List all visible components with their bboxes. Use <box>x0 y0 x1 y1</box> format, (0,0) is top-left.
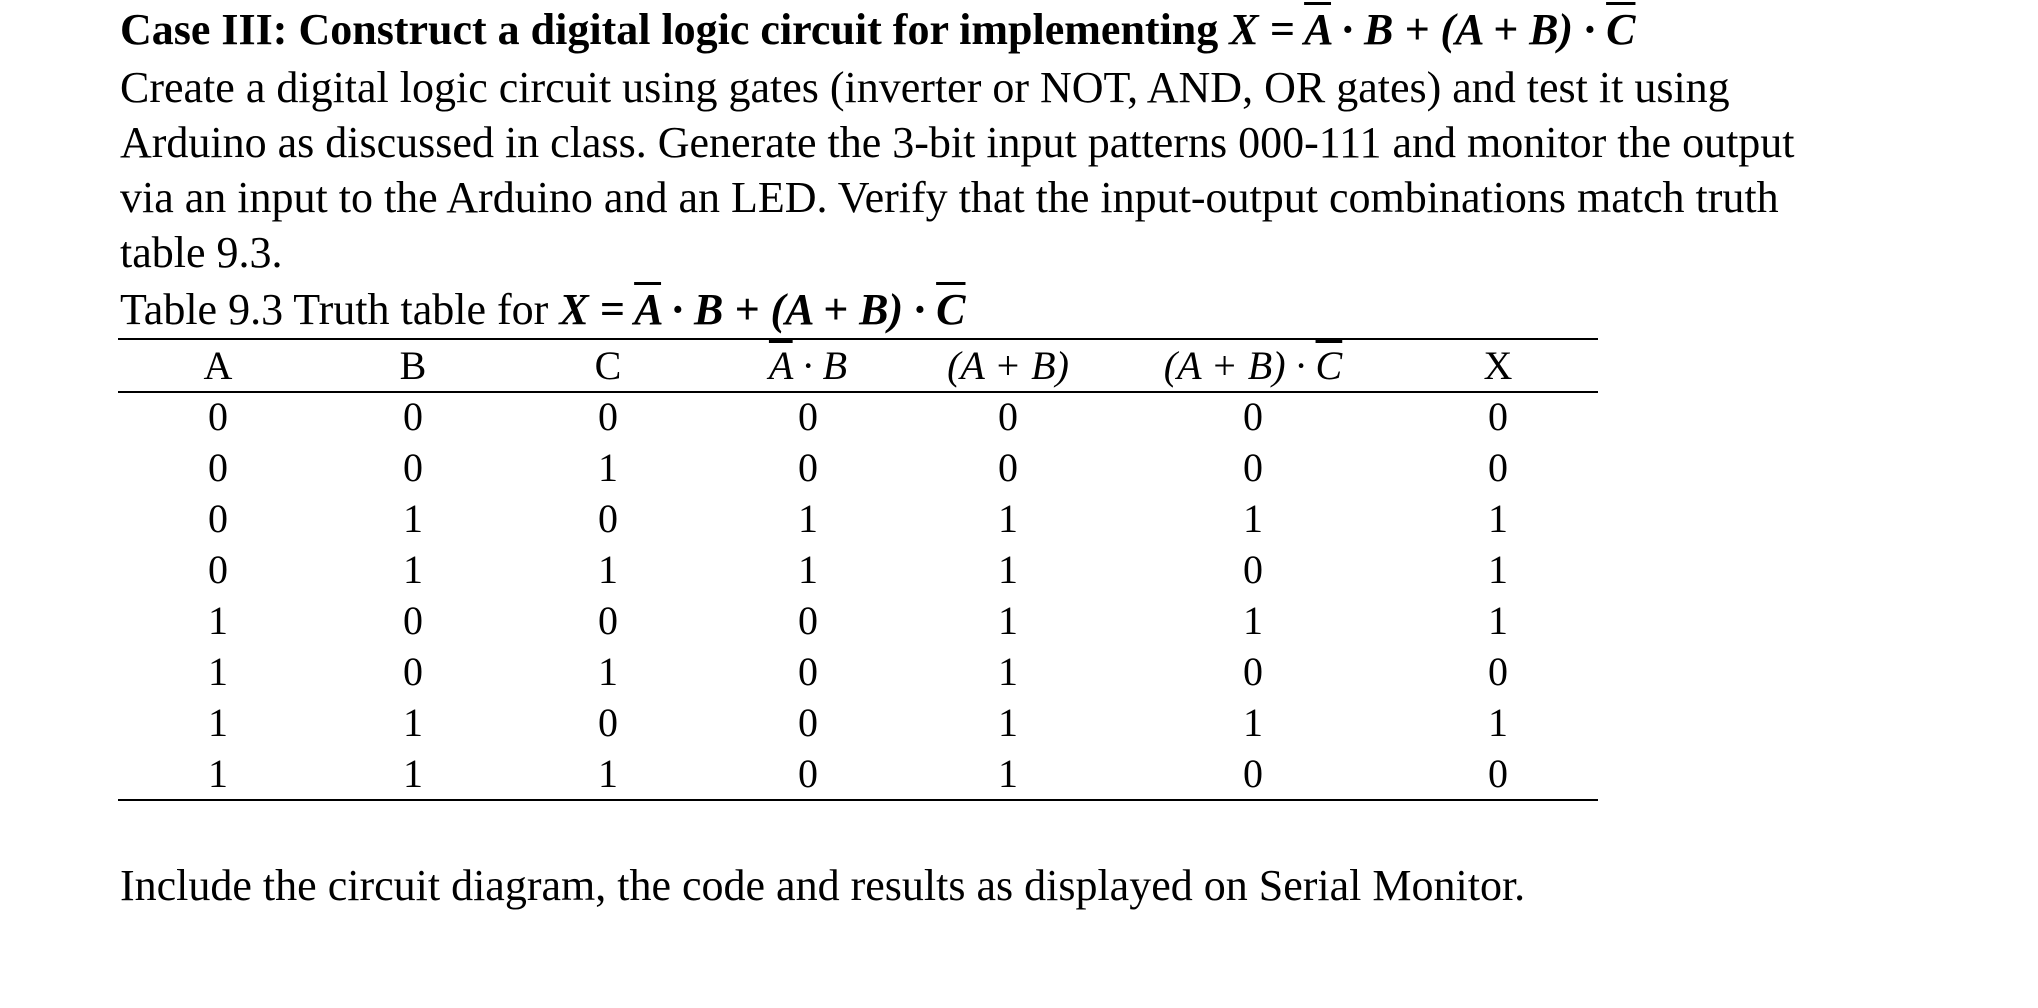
cell-not-a-and-b: 0 <box>798 751 818 796</box>
cell-c: 1 <box>598 649 618 694</box>
heading-equation <box>1229 5 1635 54</box>
cell-a-or-b: 1 <box>998 496 1018 541</box>
header-a-or-b-and-not-c <box>1108 340 1398 391</box>
cell-b: 0 <box>403 598 423 643</box>
table-row <box>118 646 1598 697</box>
cell-a-or-b: 1 <box>998 649 1018 694</box>
table-row <box>118 595 1598 646</box>
cell-a-or-b: 0 <box>998 445 1018 490</box>
caption-equation <box>559 285 965 334</box>
cell-a-or-b: 1 <box>998 547 1018 592</box>
header-not-a-and-b <box>708 340 908 391</box>
header-x: X <box>1483 343 1513 388</box>
cell-c: 0 <box>598 496 618 541</box>
cell-x: 1 <box>1488 598 1508 643</box>
cell-a-or-b: 1 <box>998 598 1018 643</box>
header-a: A <box>203 343 233 388</box>
caption-eq-c-bar: $\overline{C}$ <box>936 285 966 334</box>
cell-a-or-b-and-not-c: 0 <box>1243 394 1263 439</box>
caption-eq-equals: = <box>588 285 635 334</box>
cell-c: 1 <box>598 445 618 490</box>
cell-x: 0 <box>1488 445 1508 490</box>
cell-b: 1 <box>403 496 423 541</box>
cell-x: 0 <box>1488 649 1508 694</box>
heading-label: Case III: Construct a digital logic circuit for implementing <box>120 5 1219 54</box>
cell-a: 1 <box>208 751 228 796</box>
cell-c: 0 <box>598 598 618 643</box>
cell-not-a-and-b: 0 <box>798 394 818 439</box>
truth-table <box>118 340 1598 799</box>
cell-b: 1 <box>403 700 423 745</box>
cell-not-a-and-b: 0 <box>798 700 818 745</box>
table-row <box>118 442 1598 493</box>
heading-eq-rest: · B + (A + B) · <box>1331 5 1607 54</box>
cell-a-or-b-and-not-c: 1 <box>1243 598 1263 643</box>
table-row <box>118 493 1598 544</box>
header-c: C <box>594 343 622 388</box>
cell-not-a-and-b: 1 <box>798 547 818 592</box>
cell-b: 0 <box>403 649 423 694</box>
cell-b: 1 <box>403 547 423 592</box>
cell-c: 0 <box>598 394 618 439</box>
cell-a: 1 <box>208 649 228 694</box>
table-bottom-rule <box>118 799 1598 801</box>
cell-a-or-b-and-not-c: 0 <box>1243 649 1263 694</box>
cell-a-or-b-and-not-c: 1 <box>1243 496 1263 541</box>
caption-label: Table 9.3 Truth table for <box>120 285 560 334</box>
table-row <box>118 391 1598 442</box>
cell-a-or-b: 1 <box>998 751 1018 796</box>
cell-b: 0 <box>403 394 423 439</box>
cell-a: 0 <box>208 394 228 439</box>
heading-eq-c-bar: $\overline{C}$ <box>1606 5 1636 54</box>
truth-table-body <box>118 391 1598 799</box>
heading-eq-lhs: X <box>1229 5 1259 54</box>
cell-x: 0 <box>1488 394 1508 439</box>
cell-x: 1 <box>1488 700 1508 745</box>
cell-not-a-and-b: 0 <box>798 649 818 694</box>
cell-not-a-and-b: 0 <box>798 445 818 490</box>
header-aorb-rest: (A + B) · <box>1163 343 1316 388</box>
cell-x: 1 <box>1488 547 1508 592</box>
cell-a-or-b-and-not-c: 1 <box>1243 700 1263 745</box>
heading-eq-equals: = <box>1258 5 1305 54</box>
cell-a: 0 <box>208 445 228 490</box>
cell-a: 0 <box>208 496 228 541</box>
table-row <box>118 748 1598 799</box>
cell-a-or-b-and-not-c: 0 <box>1243 751 1263 796</box>
cell-a-or-b: 0 <box>998 394 1018 439</box>
cell-a-or-b-and-not-c: 0 <box>1243 445 1263 490</box>
cell-b: 0 <box>403 445 423 490</box>
header-not-a-bar: $\overline{A}$ <box>768 343 793 388</box>
header-not-a-rest: · B <box>792 343 848 388</box>
table-row <box>118 544 1598 595</box>
cell-a: 1 <box>208 700 228 745</box>
cell-x: 1 <box>1488 496 1508 541</box>
cell-a: 1 <box>208 598 228 643</box>
closing-instruction: Include the circuit diagram, the code and results as displayed on Serial Monitor. <box>120 861 1526 910</box>
cell-a: 0 <box>208 547 228 592</box>
cell-a-or-b-and-not-c: 0 <box>1243 547 1263 592</box>
cell-x: 0 <box>1488 751 1508 796</box>
cell-b: 1 <box>403 751 423 796</box>
caption-eq-lhs: X <box>559 285 589 334</box>
cell-not-a-and-b: 0 <box>798 598 818 643</box>
table-caption <box>120 282 965 338</box>
instructions-paragraph: Create a digital logic circuit using gates (inverter or NOT, AND, OR gates) and test it using Arduino as discussed in class. Generate the 3-bit input patterns 000-111 and monitor the output via an input to the Arduino and an LED. Verify that the input-output combinations match truth table 9.3. <box>120 63 1795 277</box>
table-header-row <box>118 340 1598 391</box>
cell-c: 0 <box>598 700 618 745</box>
header-b: B <box>399 343 427 388</box>
heading-eq-a-bar: $\overline{A}$ <box>1304 5 1332 54</box>
cell-a-or-b: 1 <box>998 700 1018 745</box>
table-row <box>118 697 1598 748</box>
cell-not-a-and-b: 1 <box>798 496 818 541</box>
case-heading <box>120 2 1635 58</box>
caption-eq-a-bar: $\overline{A}$ <box>634 285 662 334</box>
header-a-or-b: (A + B) <box>947 343 1069 388</box>
header-not-c-bar: $\overline{C}$ <box>1315 343 1343 388</box>
cell-c: 1 <box>598 751 618 796</box>
cell-c: 1 <box>598 547 618 592</box>
caption-eq-rest: · B + (A + B) · <box>661 285 937 334</box>
